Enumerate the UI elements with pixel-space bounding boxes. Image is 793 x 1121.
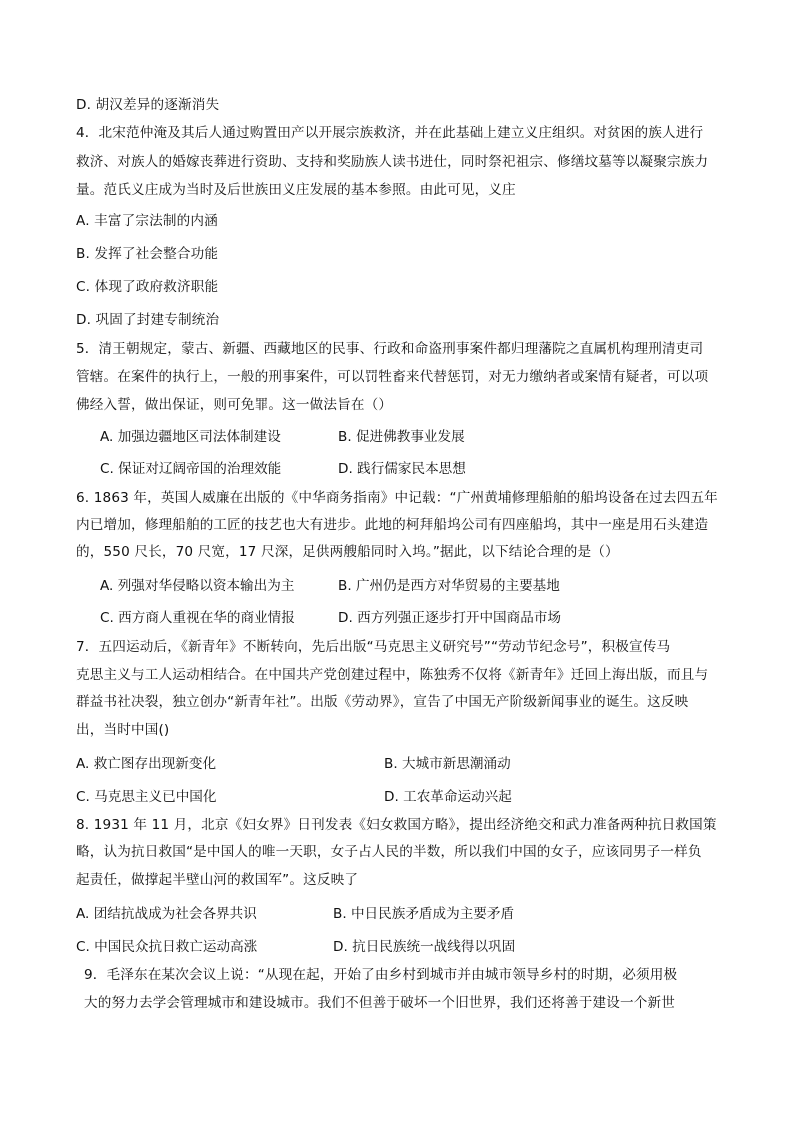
q5-option-d: D. 践行儒家民本思想 — [338, 461, 466, 477]
q8-option-d: D. 抗日民族统一战线得以巩固 — [333, 939, 516, 955]
q7-option-d: D. 工农革命运动兴起 — [384, 789, 512, 805]
q7-stem-line-3: 群益书社决裂，独立创办“新青年社”。出版《劳动界》，宣告了中国无产阶级新闻事业的诞生。这反映 — [76, 694, 689, 710]
q6-option-a: A. 列强对华侵略以资本输出为主 — [100, 578, 295, 594]
q4-stem-line-1: 4．北宋范仲淹及其后人通过购置田产以开展宗族救济，并在此基础上建立义庄组织。对贫困的族人进行 — [76, 125, 704, 141]
q6-option-d: D. 西方列强正逐步打开中国商品市场 — [338, 610, 562, 626]
q7-option-c: C. 马克思主义已中国化 — [76, 789, 217, 805]
q6-stem-line-3: 的，550 尺长，70 尺宽，17 尺深，足供两艘船同时入坞。”据此，以下结论合理的是（） — [76, 544, 619, 560]
q5-stem-line-2: 管辖。在案件的执行上，一般的刑事案件，可以罚牲畜来代替惩罚，对无力缴纳者或案情有疑者，可以项 — [76, 369, 709, 385]
q6-stem-line-1: 6. 1863 年，英国人威廉在出版的《中华商务指南》中记载：“广州黄埔修理船舶的船坞设备在过去四五年 — [76, 490, 718, 506]
q5-option-c: C. 保证对辽阔帝国的治理效能 — [100, 461, 282, 477]
q8-stem-line-3: 起责任，做撑起半壁山河的救国军”。这反映了 — [76, 872, 359, 888]
q6-stem-line-2: 内已增加，修理船舶的工匠的技艺也大有进步。此地的柯拜船坞公司有四座船坞，其中一座是用石头建造 — [76, 517, 709, 533]
q5-stem-line-1: 5．清王朝规定，蒙古、新疆、西藏地区的民事、行政和命盗刑事案件都归理藩院之直属机构理刑清吏司 — [76, 341, 704, 357]
q5-option-b: B. 促进佛教事业发展 — [338, 429, 465, 445]
q7-stem-line-2: 克思主义与工人运动相结合。在中国共产党创建过程中，陈独秀不仅将《新青年》迁回上海出版，而且与 — [76, 667, 709, 683]
q7-option-b: B. 大城市新思潮涌动 — [384, 756, 511, 772]
q4-stem-line-2: 救济、对族人的婚嫁丧葬进行资助、支持和奖励族人读书进仕，同时祭祀祖宗、修缮坟墓等以凝聚宗族力 — [76, 154, 709, 170]
q8-stem-line-2: 略，认为抗日救国“是中国人的唯一天职，女子占人民的半数，所以我们中国的女子，应该同男子一样负 — [76, 844, 702, 860]
q7-stem-line-1: 7．五四运动后，《新青年》不断转向，先后出版“马克思主义研究号”“劳动节纪念号”，积极宣传马 — [76, 639, 671, 655]
q5-stem-line-3: 佛经入誓，做出保证，则可免罪。这一做法旨在（） — [76, 397, 393, 413]
q8-option-c: C. 中国民众抗日救亡运动高涨 — [76, 939, 258, 955]
q9-stem-line-2: 大的努力去学会管理城市和建设城市。我们不但善于破坏一个旧世界，我们还将善于建设一个新世 — [84, 995, 675, 1011]
q8-stem-line-1: 8. 1931 年 11 月，北京《妇女界》日刊发表《妇女救国方略》，提出经济绝交和武力准备两种抗日救国策 — [76, 817, 717, 833]
q5-option-a: A. 加强边疆地区司法体制建设 — [100, 429, 281, 445]
q4-option-a: A. 丰富了宗法制的内涵 — [76, 213, 218, 229]
q4-stem-line-3: 量。范氏义庄成为当时及后世族田义庄发展的基本参照。由此可见，义庄 — [76, 182, 516, 198]
q3-option-d: D. 胡汉差异的逐渐消失 — [76, 97, 220, 113]
q6-option-c: C. 西方商人重视在华的商业情报 — [100, 610, 295, 626]
q9-stem-line-1: 9．毛泽东在某次会议上说：“从现在起，开始了由乡村到城市并由城市领导乡村的时期，必须用极 — [84, 967, 678, 983]
q7-option-a: A. 救亡图存出现新变化 — [76, 756, 217, 772]
q6-option-b: B. 广州仍是西方对华贸易的主要基地 — [338, 578, 560, 594]
q8-option-b: B. 中日民族矛盾成为主要矛盾 — [333, 906, 515, 922]
q7-stem-line-4: 出，当时中国() — [76, 722, 170, 738]
q4-option-c: C. 体现了政府救济职能 — [76, 279, 219, 295]
q4-option-b: B. 发挥了社会整合功能 — [76, 246, 219, 262]
q4-option-d: D. 巩固了封建专制统治 — [76, 312, 220, 328]
q8-option-a: A. 团结抗战成为社会各界共识 — [76, 906, 257, 922]
